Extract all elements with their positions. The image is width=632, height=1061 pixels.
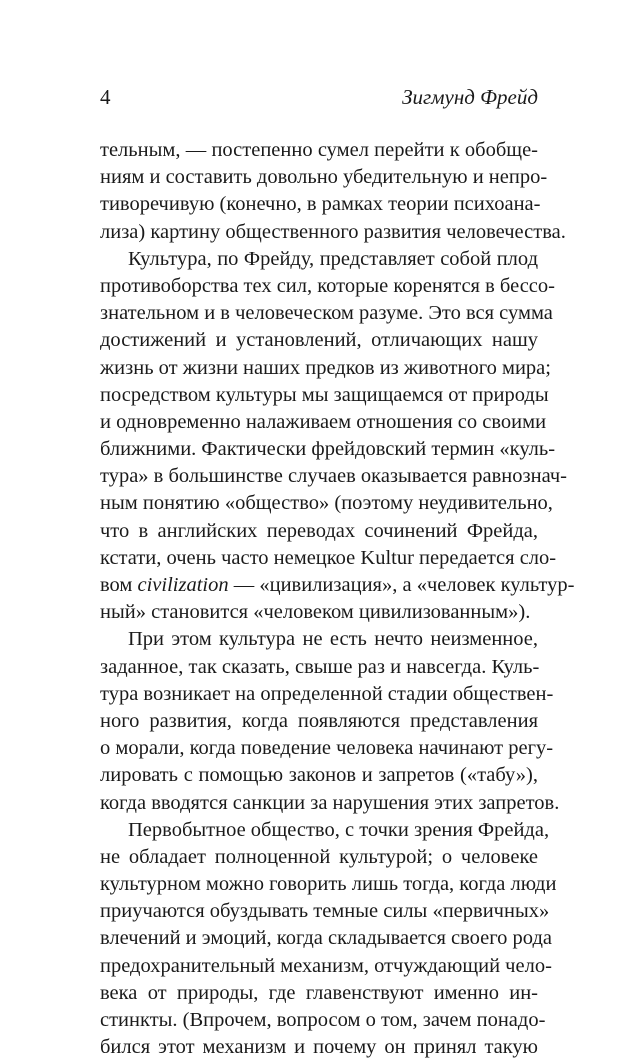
paragraph <box>100 626 560 816</box>
text-line: и одновременно налаживаем отношения со своими <box>100 410 547 433</box>
text-line: влечений и эмоций, когда складывается своего рода <box>100 927 552 950</box>
text-line: достижений и установлений, отличающих нашу <box>100 329 538 352</box>
text-line: ближними. Фактически фрейдовский термин «куль- <box>100 438 556 461</box>
text-line: ниям и составить довольно убедительную и непро- <box>100 166 548 189</box>
page-number: 4 <box>100 85 111 109</box>
text-line: приучаются обуздывать темные силы «первичных» <box>100 900 550 923</box>
text-line: стинкты. (Впрочем, вопросом о том, зачем понадо- <box>100 1009 546 1031</box>
text-line: вом civilization — «цивилизация», а «человек культур- <box>100 574 575 596</box>
paragraph <box>100 137 566 246</box>
running-title: Зигмунд Фрейд <box>402 85 538 109</box>
paragraph <box>100 817 557 1061</box>
running-head <box>100 84 538 110</box>
text-line: ного развития, когда появляются представления <box>100 709 538 732</box>
text-line: ным понятию «общество» (поэтому неудивительно, <box>100 492 553 515</box>
text-line: о морали, когда поведение человека начинают регу- <box>100 737 554 760</box>
text-line: бился этот механизм и почему он принял такую <box>100 1036 538 1059</box>
text-line: лиза) картину общественного развития человечества. <box>100 220 566 243</box>
text-line: когда вводятся санкции за нарушения этих запретов. <box>100 791 560 814</box>
text-line: тура» в большинстве случаев оказывается равнознач- <box>100 465 567 488</box>
text-line: ный» становится «человеком цивилизованным»). <box>100 601 531 624</box>
paragraph <box>100 246 575 627</box>
text-line: противоборства тех сил, которые коренятся в бессо- <box>100 274 555 297</box>
text-line: тура возникает на определенной стадии обществен- <box>100 682 554 705</box>
text-line: заданное, так сказать, свыше раз и навсегда. Куль- <box>100 655 540 678</box>
body-text <box>100 137 575 1061</box>
text-line: знательном и в человеческом разуме. Это вся сумма <box>100 302 553 325</box>
text-line: века от природы, где главенствуют именно ин- <box>100 981 538 1004</box>
text-line: лировать с помощью законов и запретов («табу»), <box>100 764 538 787</box>
italic-term: civilization <box>137 574 229 596</box>
text-line: посредством культуры мы защищаемся от природы <box>100 383 549 406</box>
text-line: тиворечивую (конечно, в рамках теории психоана- <box>100 193 541 216</box>
text-line: При этом культура не есть нечто неизменное, <box>128 628 538 651</box>
text-line: Культура, по Фрейду, представляет собой плод <box>128 247 538 270</box>
text-line: кстати, очень часто немецкое Kultur передается сло- <box>100 546 557 569</box>
text-line: предохранительный механизм, отчуждающий чело- <box>100 954 552 977</box>
text-line: культурном можно говорить лишь тогда, когда люди <box>100 873 557 896</box>
text-line: Первобытное общество, с точки зрения Фрейда, <box>128 818 550 841</box>
text-line: не обладает полноценной культурой; о человеке <box>100 845 538 868</box>
text-line: тельным, — постепенно сумел перейти к обобще- <box>100 139 538 161</box>
text-line: жизнь от жизни наших предков из животного мира; <box>100 356 551 379</box>
text-line: что в английских переводах сочинений Фрейда, <box>100 519 538 542</box>
